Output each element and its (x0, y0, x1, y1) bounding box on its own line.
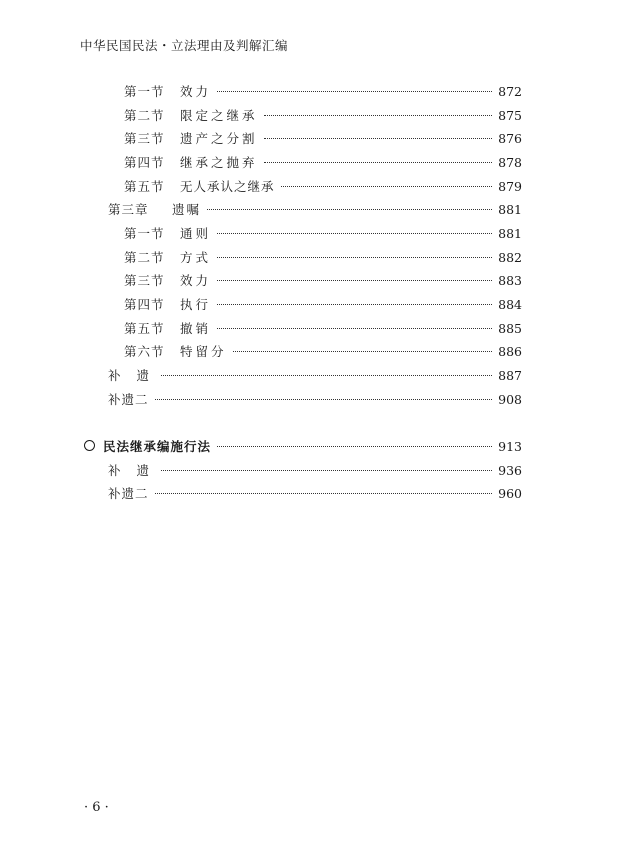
entry-page: 875 (498, 108, 522, 123)
entry-title: 执行 (180, 297, 212, 312)
page-number: · 6 · (84, 800, 109, 815)
leader-dots (217, 257, 492, 258)
leader-dots (155, 493, 493, 494)
entry-page: 872 (498, 84, 522, 99)
entry-page: 887 (498, 368, 522, 383)
entry-page: 886 (498, 344, 522, 359)
entry-title: 撤销 (180, 321, 212, 336)
entry-page: 884 (498, 297, 522, 312)
entry-number: 第三节 (124, 273, 165, 288)
entry-number: 第三节 (124, 131, 165, 146)
entry-title: 补遗二 (108, 392, 149, 407)
entry-number: 第五节 (124, 179, 165, 194)
entry-title: 无人承认之继承 (180, 179, 275, 194)
toc-entry[interactable] (124, 177, 522, 197)
entry-page: 936 (498, 463, 522, 478)
leader-dots (217, 233, 492, 234)
entry-page: 879 (498, 179, 522, 194)
entry-page: 908 (498, 392, 522, 407)
entry-number: 第三章 (108, 202, 149, 217)
entry-title: 遗嘱 (172, 202, 202, 217)
leader-dots (217, 304, 492, 305)
leader-dots (264, 162, 493, 163)
entry-page: 882 (498, 250, 522, 265)
entry-page: 885 (498, 321, 522, 336)
leader-dots (264, 115, 493, 116)
running-head: 中华民国民法・立法理由及判解汇编 (80, 38, 289, 53)
entry-page: 913 (498, 439, 522, 454)
entry-title: 民法继承编施行法 (103, 439, 212, 454)
toc-entry[interactable] (124, 271, 522, 291)
leader-dots (217, 328, 492, 329)
toc-entry[interactable] (124, 342, 522, 362)
toc-entry-supplement[interactable] (108, 390, 522, 410)
leader-dots (155, 399, 493, 400)
entry-page: 881 (498, 202, 522, 217)
toc-entry[interactable] (124, 82, 522, 102)
leader-dots (161, 375, 492, 376)
entry-number: 第一节 (124, 226, 165, 241)
toc-entry[interactable] (124, 319, 522, 339)
toc-entry[interactable] (124, 295, 522, 315)
entry-title: 继承之抛弃 (180, 155, 258, 170)
entry-number: 第一节 (124, 84, 165, 99)
entry-title: 特留分 (180, 344, 227, 359)
leader-dots (233, 351, 493, 352)
entry-title: 效力 (180, 273, 212, 288)
entry-page: 883 (498, 273, 522, 288)
entry-number: 第二节 (124, 108, 165, 123)
leader-dots (217, 446, 492, 447)
leader-dots (217, 91, 492, 92)
entry-page: 881 (498, 226, 522, 241)
toc-entry[interactable] (124, 129, 522, 149)
toc-entry-chapter[interactable] (108, 200, 522, 220)
leader-dots (161, 470, 492, 471)
toc-entry-part[interactable] (84, 437, 522, 457)
toc-entry[interactable] (124, 153, 522, 173)
toc-entry[interactable] (124, 224, 522, 244)
toc-entry[interactable] (124, 248, 522, 268)
entry-page: 878 (498, 155, 522, 170)
entry-number: 第四节 (124, 297, 165, 312)
entry-page: 876 (498, 131, 522, 146)
leader-dots (264, 138, 493, 139)
entry-page: 960 (498, 486, 522, 501)
entry-title: 方式 (180, 250, 212, 265)
entry-title: 补 遗 (108, 368, 155, 383)
toc-entry-supplement[interactable] (108, 461, 522, 481)
leader-dots (207, 209, 492, 210)
entry-title: 遗产之分割 (180, 131, 258, 146)
leader-dots (281, 186, 493, 187)
entry-title: 补遗二 (108, 486, 149, 501)
leader-dots (217, 280, 492, 281)
entry-number: 第二节 (124, 250, 165, 265)
entry-title: 补 遗 (108, 463, 155, 478)
toc-entry[interactable] (124, 106, 522, 126)
entry-title: 通则 (180, 226, 212, 241)
entry-number: 第五节 (124, 321, 165, 336)
toc-entry-supplement[interactable] (108, 484, 522, 504)
entry-number: 第六节 (124, 344, 165, 359)
toc-entry-supplement[interactable] (108, 366, 522, 386)
circle-bullet-icon (84, 440, 95, 451)
entry-title: 效力 (180, 84, 212, 99)
entry-number: 第四节 (124, 155, 165, 170)
entry-title: 限定之继承 (180, 108, 258, 123)
